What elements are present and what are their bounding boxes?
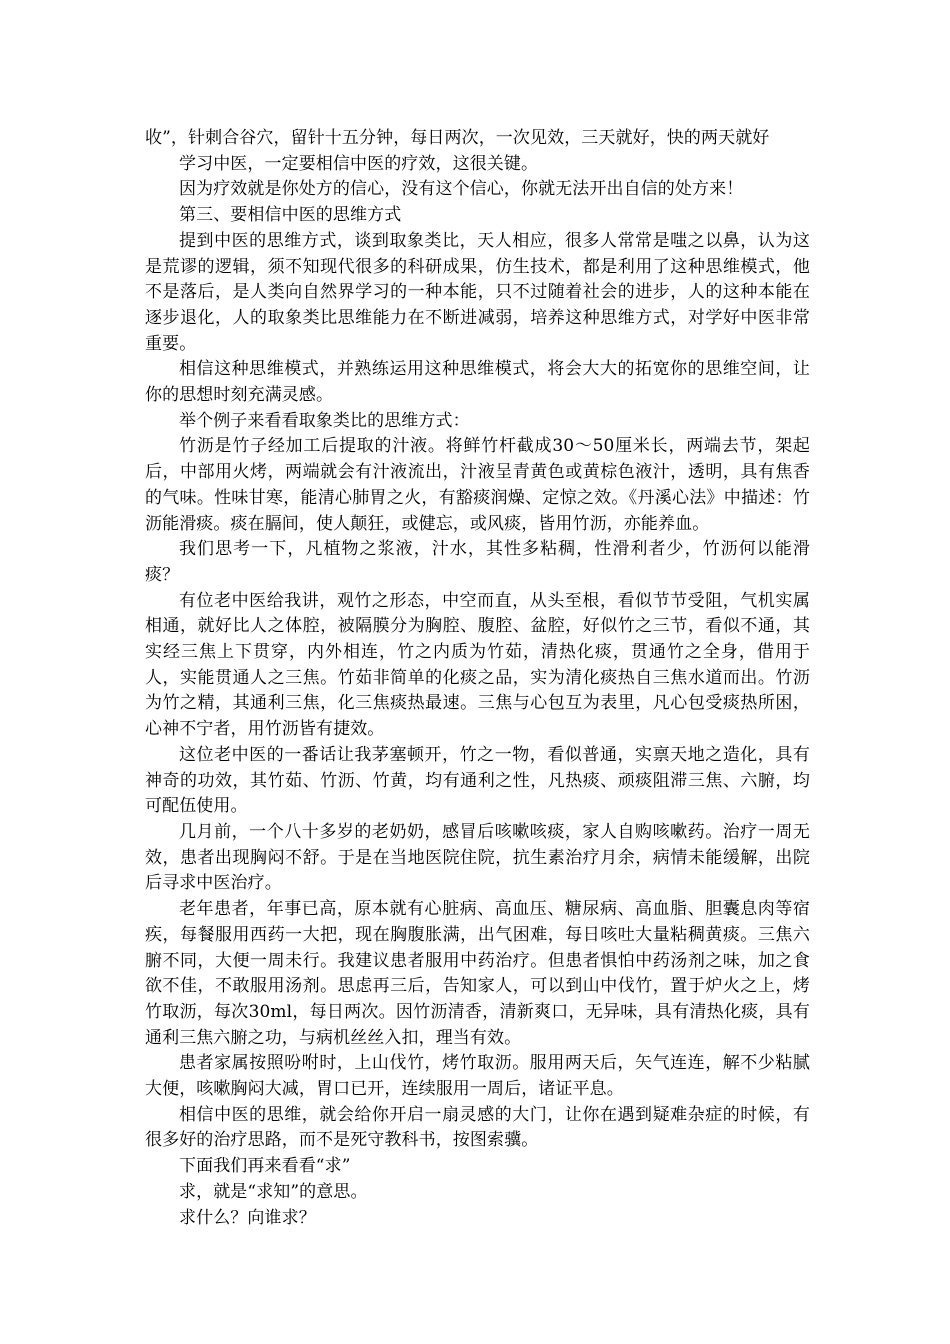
section-heading: 第三、要相信中医的思维方式 (179, 205, 402, 226)
paragraph: 相信中医的思维，就会给你开启一扇灵感的大门，让你在遇到疑难杂症的时候，有很多好的治疗思路，而不是死守教科书，按图索骥。 (145, 1104, 810, 1151)
paragraph: 因为疗效就是你处方的信心，没有这个信心，你就无法开出自信的处方来！ (179, 179, 744, 200)
paragraph-continuation: 收”，针刺合谷穴，留针十五分钟，每日两次，一次见效，三天就好，快的两天就好 (145, 128, 770, 148)
paragraph: 几月前，一个八十多岁的老奶奶，感冒后咳嗽咳痰，家人自购咳嗽药。治疗一周无效，患者出现胸闷不舒。于是在当地医院住院，抗生素治疗月余，病情未能缓解，出院后寻求中医治疗。 (145, 821, 810, 894)
paragraph: 这位老中医的一番话让我茅塞顿开，竹之一物，看似普通，实禀天地之造化，具有神奇的功效，其竹茹、竹沥、竹黄，均有通利之性，凡热痰、顽痰阻滞三焦、六腑，均可配伍使用。 (145, 744, 810, 817)
article-body (145, 126, 810, 1231)
paragraph: 提到中医的思维方式，谈到取象类比，天人相应，很多人常常是嗤之以鼻，认为这是荒谬的逻辑，须不知现代很多的科研成果，仿生技术，都是利用了这种思维模式，他不是落后，是人类向自然界学习的一种本能，只不过随着社会的进步，人的这种本能在逐步退化，人的取象类比思维能力在不断进减弱，培养这种思维方式，对学好中医非常重要。 (145, 230, 810, 354)
paragraph: 相信这种思维模式，并熟练运用这种思维模式，将会大大的拓宽你的思维空间，让你的思想时刻充满灵感。 (145, 359, 810, 406)
paragraph: 求，就是“求知”的意思。 (179, 1181, 368, 1202)
paragraph: 竹沥是竹子经加工后提取的汁液。将鲜竹杆截成30～50厘米长，两端去节，架起后，中部用火烤，两端就会有汁液流出，汁液呈青黄色或黄棕色液汁，透明，具有焦香的气味。性味甘寒，能清心肺胃之火，有豁痰润燥、定惊之效。《丹溪心法》中描述：竹沥能滑痰。痰在膈间，使人颠狂，或健忘，或风痰，皆用竹沥，亦能养血。 (145, 436, 810, 534)
paragraph: 有位老中医给我讲，观竹之形态，中空而直，从头至根，看似节节受阻，气机实属相通，就好比人之体腔，被隔膜分为胸腔、腹腔、盆腔，好似竹之三节，看似不通，其实经三焦上下贯穿，内外相连，竹之内质为竹茹，清热化痰，贯通竹之全身，借用于人，实能贯通人之三焦。竹茹非简单的化痰之品，实为清化痰热自三焦水道而出。竹沥为竹之精，其通利三焦，化三焦痰热最速。三焦与心包互为表里，凡心包受痰热所困，心神不宁者，用竹沥皆有捷效。 (145, 590, 810, 740)
paragraph: 下面我们再来看看“求” (179, 1156, 351, 1177)
paragraph: 患者家属按照吩咐时，上山伐竹，烤竹取沥。服用两天后，矢气连连，解不少粘腻大便，咳嗽胸闷大减，胃口已开，连续服用一周后，诸证平息。 (145, 1053, 810, 1100)
paragraph: 求什么？向谁求？ (179, 1207, 316, 1228)
paragraph: 学习中医，一定要相信中医的疗效，这很关键。 (179, 153, 539, 174)
paragraph: 举个例子来看看取象类比的思维方式： (179, 410, 470, 431)
paragraph: 老年患者，年事已高，原本就有心脏病、高血压、糖尿病、高血脂、胆囊息肉等宿疾，每餐服用西药一大把，现在胸腹胀满，出气困难，每日咳吐大量粘稠黄痰。三焦六腑不同，大便一周未行。我建议患者服用中药治疗。但患者惧怕中药汤剂之味，加之食欲不佳，不敢服用汤剂。思虑再三后，告知家人，可以到山中伐竹，置于炉火之上，烤竹取沥，每次30ml，每日两次。因竹沥清香，清新爽口，无异味，具有清热化痰，具有通利三焦六腑之功，与病机丝丝入扣，理当有效。 (145, 899, 810, 1048)
paragraph: 我们思考一下，凡植物之浆液，汁水，其性多粘稠，性滑利者少，竹沥何以能滑痰？ (145, 539, 810, 585)
